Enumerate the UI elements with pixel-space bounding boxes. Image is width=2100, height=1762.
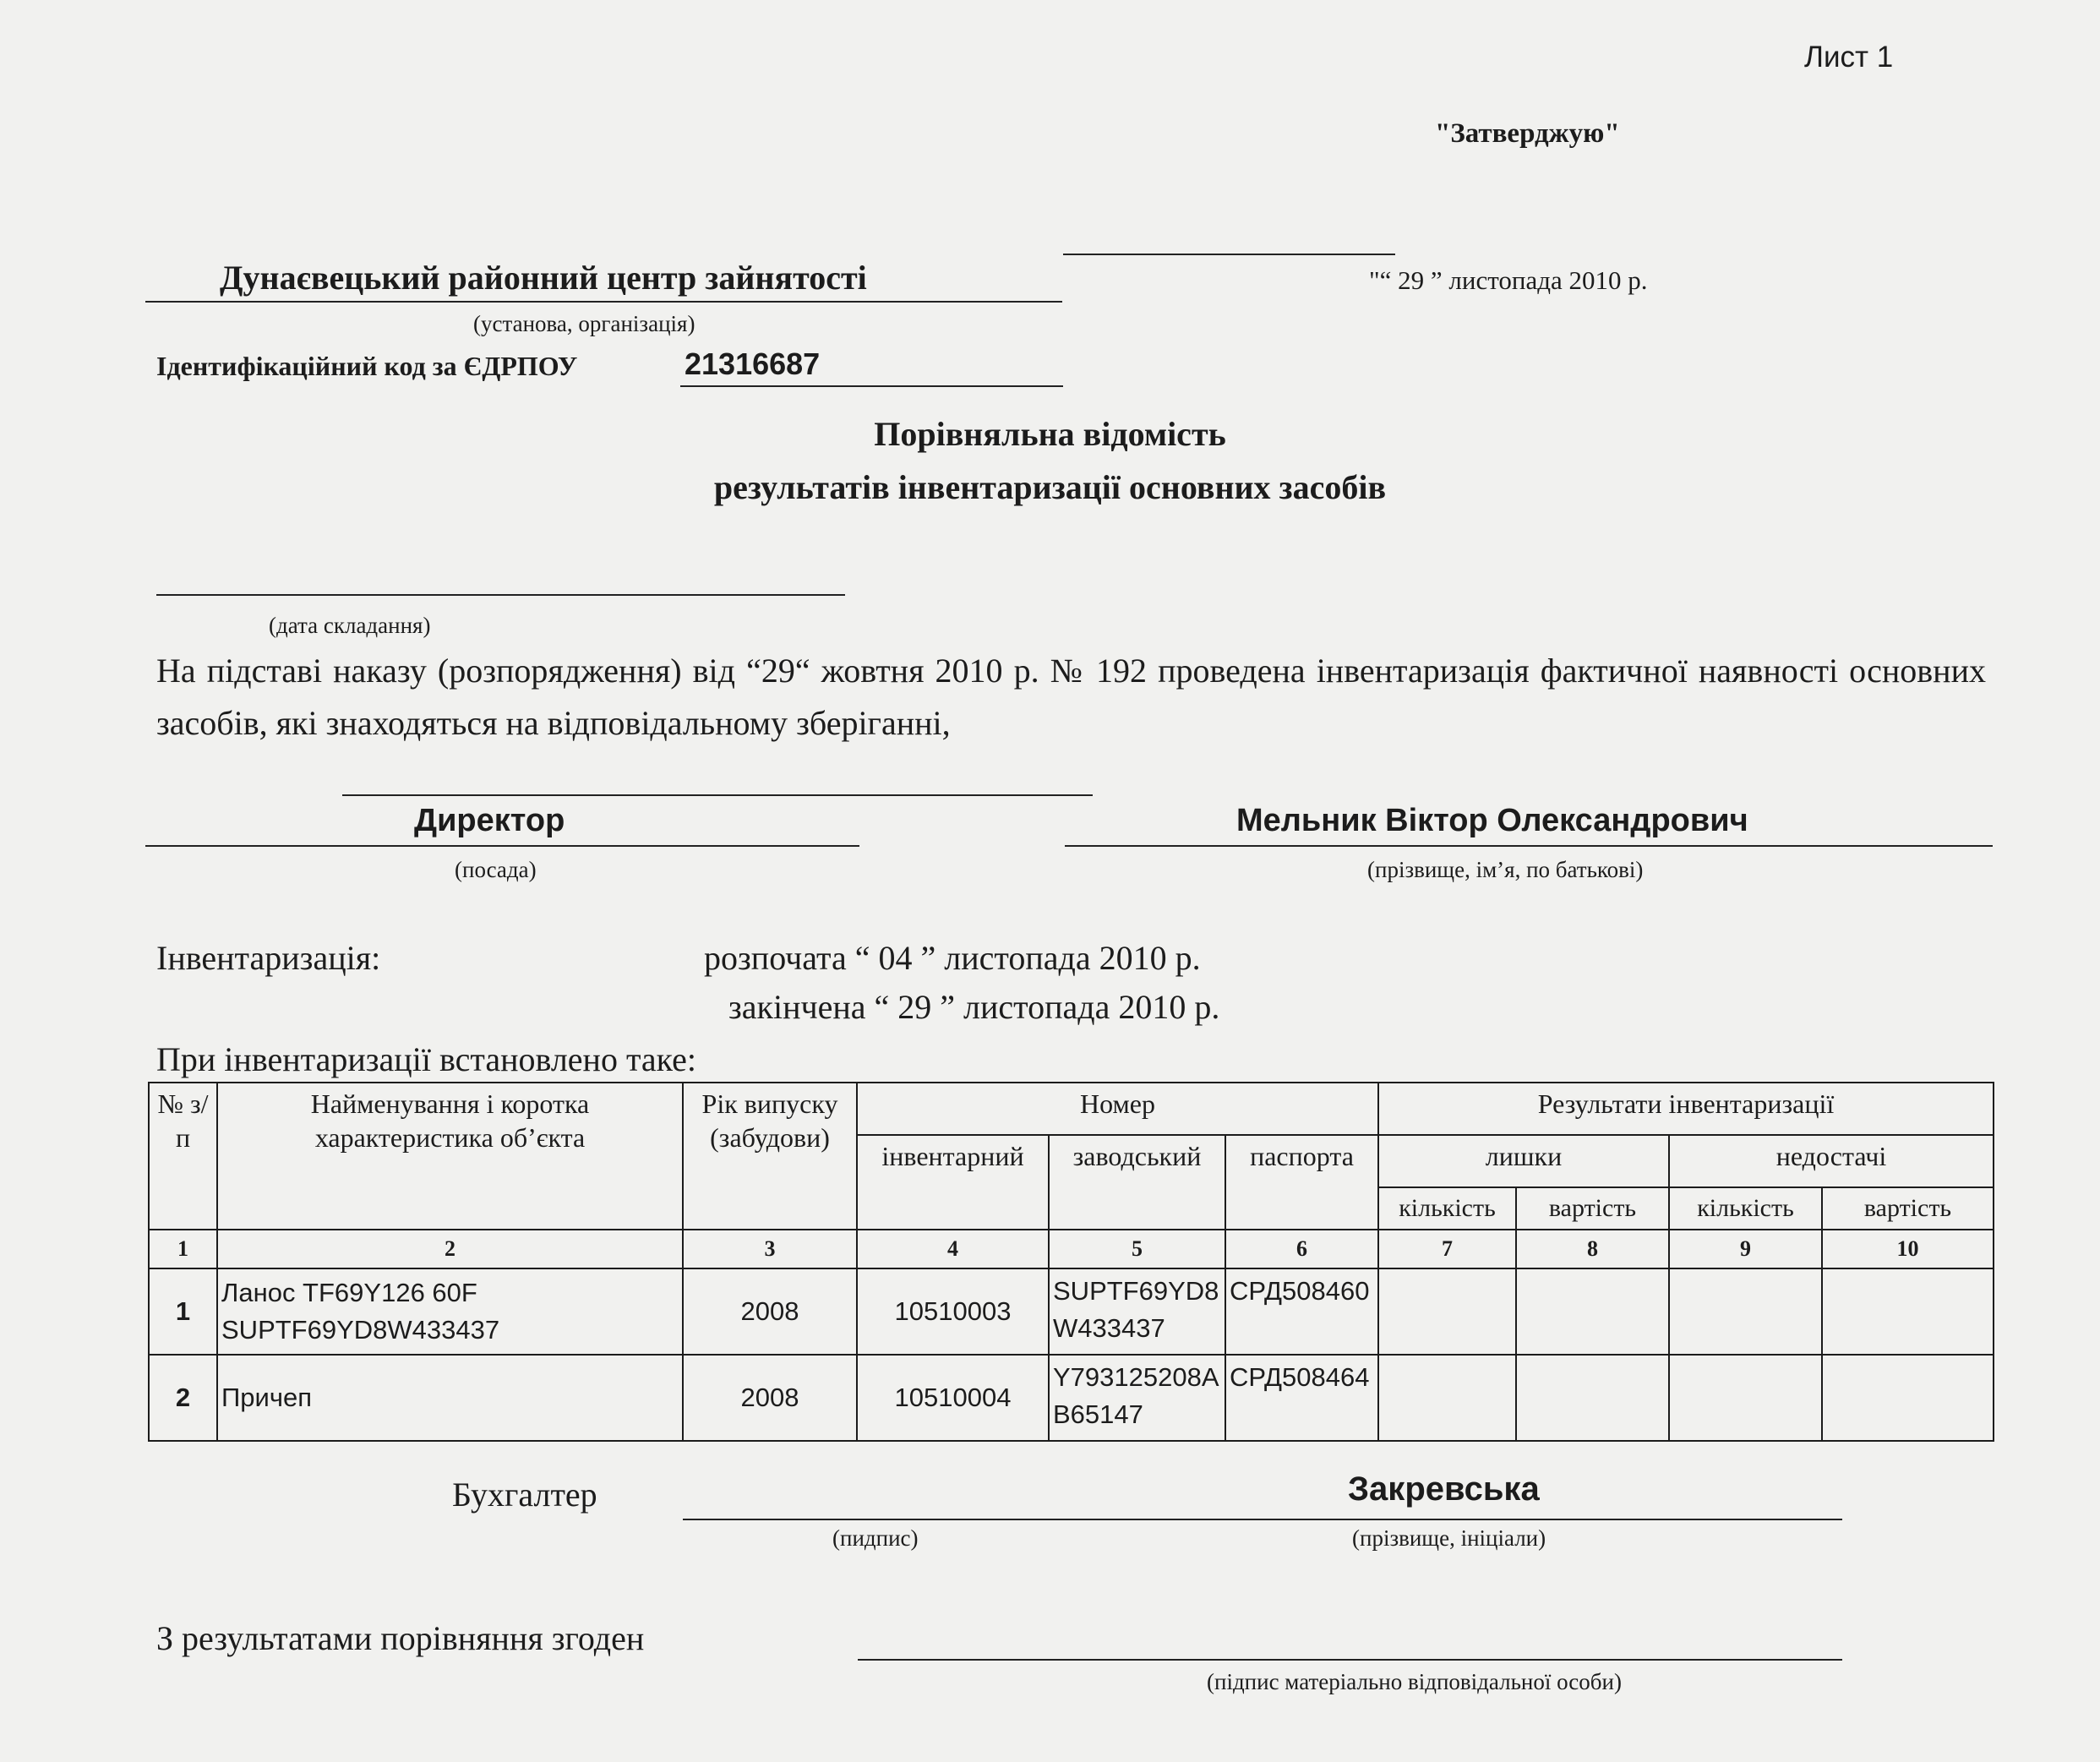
row-year: 2008 [683,1268,857,1355]
position-caption: (посада) [455,857,537,882]
organization-underline [145,301,1062,303]
edrpou-value: 21316687 [685,346,821,381]
organization-name: Дунаєвецький районний центр зайнятості [220,259,867,297]
header-year: Рік випуску (забудови) [683,1083,857,1230]
approval-date: "“ 29 ” листопада 2010 р. [1369,265,1648,295]
responsible-person-name: Мельник Віктор Олександрович [1236,803,1748,838]
row-year: 2008 [683,1355,857,1441]
accountant-label: Бухгалтер [452,1476,597,1514]
row-shortage-qty [1669,1268,1822,1355]
row-factory-number: Y793125208AB65147 [1049,1355,1225,1441]
row-name-line1: Причеп [221,1383,313,1412]
date-caption: (дата складання) [269,613,431,638]
initials-caption: (прізвище, ініціали) [1352,1525,1546,1551]
approval-signature-line [1063,254,1395,255]
header-surplus-qty: кількість [1378,1187,1516,1230]
row-surplus-cost [1516,1268,1669,1355]
row-shortage-qty [1669,1355,1822,1441]
header-surplus-cost: вартість [1516,1187,1669,1230]
row-no: 2 [149,1355,217,1441]
header-name: Найменування і коротка характеристика об’єкта [217,1083,683,1230]
basis-text-line2: зберіганні, [796,704,951,742]
row-passport-number: СРД508460 [1225,1268,1378,1355]
table-row [149,1268,1994,1355]
basis-paragraph [156,645,1986,750]
inventory-start: розпочата “ 04 ” листопада 2010 р. [704,939,1201,977]
column-number: 8 [1516,1230,1669,1268]
accountant-signature-line [683,1519,1842,1520]
edrpou-label: Ідентифікаційний код за ЄДРПОУ [156,351,578,381]
column-number: 9 [1669,1230,1822,1268]
organization-caption: (установа, організація) [473,311,695,336]
row-shortage-cost [1822,1268,1994,1355]
header-shortage-cost: вартість [1822,1187,1994,1230]
header-results: Результати інвентаризації [1378,1083,1994,1135]
row-surplus-qty [1378,1268,1516,1355]
column-number: 5 [1049,1230,1225,1268]
header-inventory: інвентарний [857,1135,1049,1230]
document-title: Порівняльна відомість [874,415,1226,453]
column-number: 1 [149,1230,217,1268]
person-caption: (прізвище, ім’я, по батькові) [1367,857,1644,882]
column-number-row [149,1230,1994,1268]
row-surplus-cost [1516,1355,1669,1441]
row-name-line2: SUPTF69YD8W433437 [221,1315,500,1345]
signature-caption: (пидпис) [832,1525,919,1551]
responsible-signature-caption: (підпис матеріально відповідальної особи) [1207,1669,1622,1694]
row-inventory-number: 10510003 [857,1268,1049,1355]
row-no: 1 [149,1268,217,1355]
approval-title: "Затверджую" [1435,118,1620,149]
inventory-label: Інвентаризація: [156,939,381,977]
document-subtitle: результатів інвентаризації основних засобів [713,468,1387,506]
column-number: 7 [1378,1230,1516,1268]
column-number: 4 [857,1230,1049,1268]
date-underline [156,594,845,596]
header-factory: заводський [1049,1135,1225,1230]
column-number: 10 [1822,1230,1994,1268]
accountant-name: Закревська [1348,1470,1540,1508]
column-number: 6 [1225,1230,1378,1268]
table-header-row [149,1083,1994,1135]
inventory-end: закінчена “ 29 ” листопада 2010 р. [728,988,1220,1026]
column-number: 3 [683,1230,857,1268]
position-value: Директор [414,803,565,838]
storage-underline [342,794,1093,796]
row-name-line1: Ланос TF69Y126 60F [221,1278,477,1307]
found-label: При інвентаризації встановлено таке: [156,1040,696,1078]
edrpou-underline [680,385,1063,387]
position-underline [145,845,859,847]
row-passport-number: СРД508464 [1225,1355,1378,1441]
header-shortage-qty: кількість [1669,1187,1822,1230]
row-surplus-qty [1378,1355,1516,1441]
row-inventory-number: 10510004 [857,1355,1049,1441]
inventory-table [148,1082,1994,1442]
person-underline [1065,845,1993,847]
sheet-number: Лист 1 [1804,41,1894,74]
header-number: Номер [857,1083,1378,1135]
basis-text-line1: На підставі наказу (розпорядження) від “29“ жовтня 2010 р. № 192 проведена інвентаризація фактичної наявності основних засобів, які знаходяться на відповідальному [156,652,1986,742]
header-shortage: недостачі [1669,1135,1994,1187]
header-no: № з/п [149,1083,217,1230]
agreement-signature-line [858,1659,1842,1661]
row-shortage-cost [1822,1355,1994,1441]
row-name [217,1268,683,1355]
table-row [149,1355,1994,1441]
row-name [217,1355,683,1441]
column-number: 2 [217,1230,683,1268]
header-surplus: лишки [1378,1135,1669,1187]
agreement-label: З результатами порівняння згоден [156,1619,645,1657]
row-factory-number: SUPTF69YD8W433437 [1049,1268,1225,1355]
header-passport: паспорта [1225,1135,1378,1230]
